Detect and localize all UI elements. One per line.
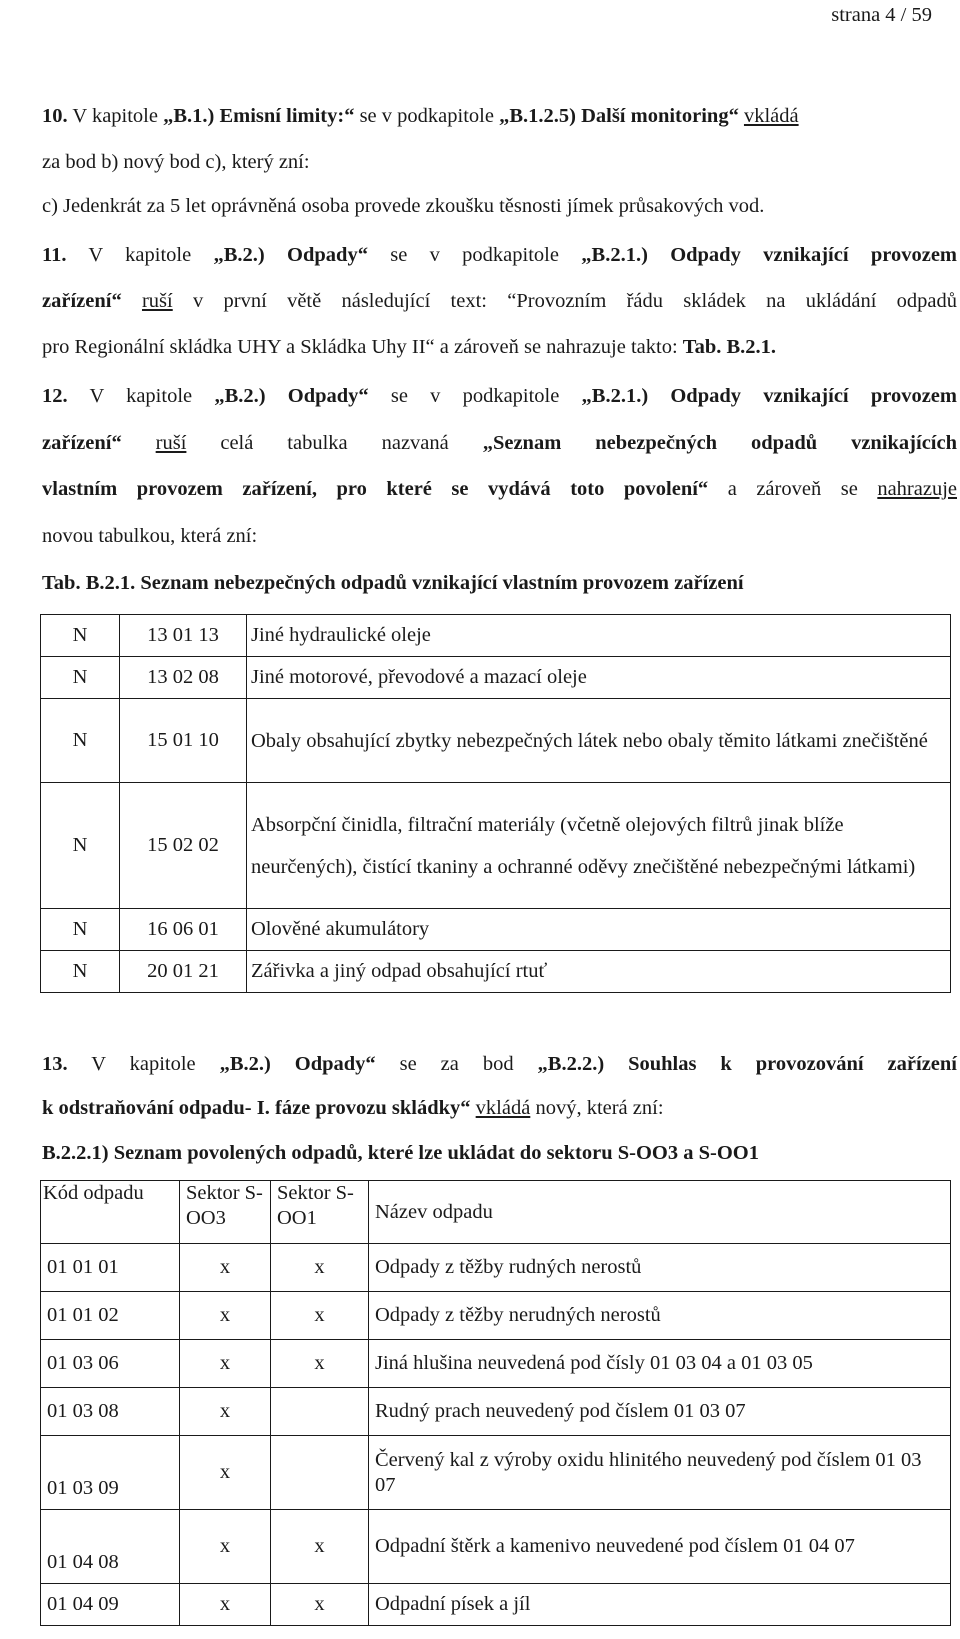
text: celá tabulka nazvaná (186, 432, 483, 454)
table-row (41, 1584, 951, 1626)
table-row (41, 951, 951, 993)
table-row (41, 783, 951, 909)
subsection-ref: „B.1.2.5) Další monitoring“ (499, 105, 739, 127)
item-12-line-2 (42, 431, 957, 456)
table-row (41, 1340, 951, 1388)
sector-s-oo3-cell: x (180, 1510, 271, 1584)
text: se v podkapitole (368, 385, 582, 407)
text: V kapitole (66, 244, 214, 266)
code-cell: 15 02 02 (120, 783, 247, 909)
item-number: 13. (42, 1053, 68, 1075)
text: V kapitole (67, 105, 164, 127)
name-cell: Rudný prach neuvedený pod číslem 01 03 07 (369, 1388, 951, 1436)
category-cell: N (41, 657, 120, 699)
item-11-line-3 (42, 335, 776, 360)
text: a zároveň se (708, 478, 878, 500)
category-cell: N (41, 909, 120, 951)
item-12-line-3 (42, 477, 957, 502)
table-row (41, 699, 951, 783)
action-word: nahrazuje (877, 478, 957, 500)
action-word: vkládá (743, 105, 799, 127)
text: v první větě následující text: “Provozním řádu skládek na ukládání odpadů (172, 290, 958, 312)
header-cell: Sektor S-OO3 (180, 1181, 271, 1244)
table-row (41, 1292, 951, 1340)
section-ref: „B.2.) Odpady“ (214, 385, 369, 407)
item-number: 10. (42, 105, 68, 127)
item-10-line-2: za bod b) nový bod c), který zní: (42, 151, 310, 173)
name-cell: Odpady z těžby rudných nerostů (369, 1244, 951, 1292)
code-cell: 01 03 06 (41, 1340, 180, 1388)
table-ref: Tab. B.2.1. (682, 336, 777, 358)
code-cell: 13 02 08 (120, 657, 247, 699)
name-cell: Červený kal z výroby oxidu hlinitého neuvedený pod číslem 01 03 07 (369, 1436, 951, 1510)
name-cell: Odpadní písek a jíl (369, 1584, 951, 1626)
table-row (41, 615, 951, 657)
code-cell: 01 01 01 (41, 1244, 180, 1292)
subsection-ref: zařízení“ (42, 432, 122, 454)
table-name: vlastním provozem zařízení, pro které se vydává toto povolení“ (42, 478, 709, 500)
text: se za bod (375, 1053, 538, 1075)
table-2-title: B.2.2.1) Seznam povolených odpadů, které lze ukládat do sektoru S-OO3 a S-OO1 (42, 1142, 759, 1164)
table-row (41, 1388, 951, 1436)
action-word: vkládá (475, 1097, 531, 1119)
item-10-line-1 (42, 104, 799, 129)
sector-s-oo1-cell: x (271, 1584, 369, 1626)
name-cell: Absorpční činidla, filtrační materiály (včetně olejových filtrů jinak blíže neurčených), čistící tkaniny a ochranné oděvy znečištěné nebezpečnými látkami) (247, 783, 951, 909)
sector-s-oo1-cell (271, 1436, 369, 1510)
sector-s-oo1-cell: x (271, 1244, 369, 1292)
code-cell: 01 03 08 (41, 1388, 180, 1436)
table-row (41, 1244, 951, 1292)
sector-s-oo1-cell: x (271, 1510, 369, 1584)
name-cell: Odpadní štěrk a kamenivo neuvedené pod číslem 01 04 07 (369, 1510, 951, 1584)
code-cell: 20 01 21 (120, 951, 247, 993)
permitted-waste-table (40, 1180, 951, 1626)
sector-s-oo3-cell: x (180, 1584, 271, 1626)
item-number: 11. (42, 244, 67, 266)
code-cell: 16 06 01 (120, 909, 247, 951)
action-word: ruší (155, 432, 187, 454)
section-ref: „B.2.) Odpady“ (213, 244, 368, 266)
item-12-line-4: novou tabulkou, která zní: (42, 525, 258, 547)
sector-s-oo3-cell: x (180, 1292, 271, 1340)
sector-s-oo3-cell: x (180, 1340, 271, 1388)
text: se v podkapitole (367, 244, 582, 266)
sector-s-oo3-cell: x (180, 1388, 271, 1436)
category-cell: N (41, 783, 120, 909)
text: V kapitole (67, 385, 215, 407)
code-cell: 13 01 13 (120, 615, 247, 657)
code-cell: 15 01 10 (120, 699, 247, 783)
name-cell: Zářivka a jiný odpad obsahující rtuť (247, 951, 951, 993)
header-cell: Kód odpadu (41, 1181, 180, 1244)
code-cell: 01 01 02 (41, 1292, 180, 1340)
subsection-ref: k odstraňování odpadu- I. fáze provozu skládky“ (42, 1097, 471, 1119)
page-number: strana 4 / 59 (831, 4, 932, 26)
item-12-line-1 (42, 384, 957, 409)
item-number: 12. (42, 385, 68, 407)
section-ref: „B.2.) Odpady“ (219, 1053, 376, 1075)
category-cell: N (41, 951, 120, 993)
name-cell: Obaly obsahující zbytky nebezpečných látek nebo obaly těmito látkami znečištěné (247, 699, 951, 783)
name-cell: Jiná hlušina neuvedená pod čísly 01 03 04 a 01 03 05 (369, 1340, 951, 1388)
header-cell: Název odpadu (369, 1181, 951, 1244)
subsection-ref: „B.2.2.) Souhlas k provozování zařízení (537, 1053, 957, 1075)
table-name: „Seznam nebezpečných odpadů vznikajících (482, 432, 957, 454)
text: V kapitole (67, 1053, 220, 1075)
text: pro Regionální skládka UHY a Skládka Uhy II“ a zároveň se nahrazuje takto: (42, 336, 683, 358)
code-cell: 01 03 09 (41, 1436, 180, 1510)
text (122, 432, 156, 454)
text (122, 290, 142, 312)
code-cell: 01 04 08 (41, 1510, 180, 1584)
text: se v podkapitole (354, 105, 500, 127)
header-cell: Sektor S-OO1 (271, 1181, 369, 1244)
name-cell: Olověné akumulátory (247, 909, 951, 951)
item-10-line-3: c) Jedenkrát za 5 let oprávněná osoba provede zkoušku těsnosti jímek průsakových vod. (42, 195, 765, 217)
action-word: ruší (141, 290, 173, 312)
table-1-title: Tab. B.2.1. Seznam nebezpečných odpadů vznikající vlastním provozem zařízení (42, 572, 744, 594)
table-header-row (41, 1181, 951, 1244)
code-cell: 01 04 09 (41, 1584, 180, 1626)
name-cell: Jiné motorové, převodové a mazací oleje (247, 657, 951, 699)
table-row (41, 1510, 951, 1584)
table-row (41, 909, 951, 951)
subsection-ref: „B.2.1.) Odpady vznikající provozem (581, 244, 957, 266)
category-cell: N (41, 699, 120, 783)
sector-s-oo3-cell: x (180, 1244, 271, 1292)
item-13-line-2 (42, 1096, 664, 1121)
item-11-line-2 (42, 289, 957, 314)
category-cell: N (41, 615, 120, 657)
item-13-line-1 (42, 1052, 957, 1077)
section-ref: „B.1.) Emisní limity:“ (163, 105, 355, 127)
sector-s-oo1-cell (271, 1388, 369, 1436)
name-cell: Odpady z těžby nerudných nerostů (369, 1292, 951, 1340)
sector-s-oo1-cell: x (271, 1340, 369, 1388)
name-cell: Jiné hydraulické oleje (247, 615, 951, 657)
sector-s-oo3-cell: x (180, 1436, 271, 1510)
table-row (41, 1436, 951, 1510)
subsection-ref: „B.2.1.) Odpady vznikající provozem (581, 385, 957, 407)
subsection-ref: zařízení“ (42, 290, 122, 312)
table-row (41, 657, 951, 699)
hazardous-waste-table (40, 614, 951, 993)
text: nový, která zní: (530, 1097, 664, 1119)
sector-s-oo1-cell: x (271, 1292, 369, 1340)
item-11-line-1 (42, 243, 957, 268)
